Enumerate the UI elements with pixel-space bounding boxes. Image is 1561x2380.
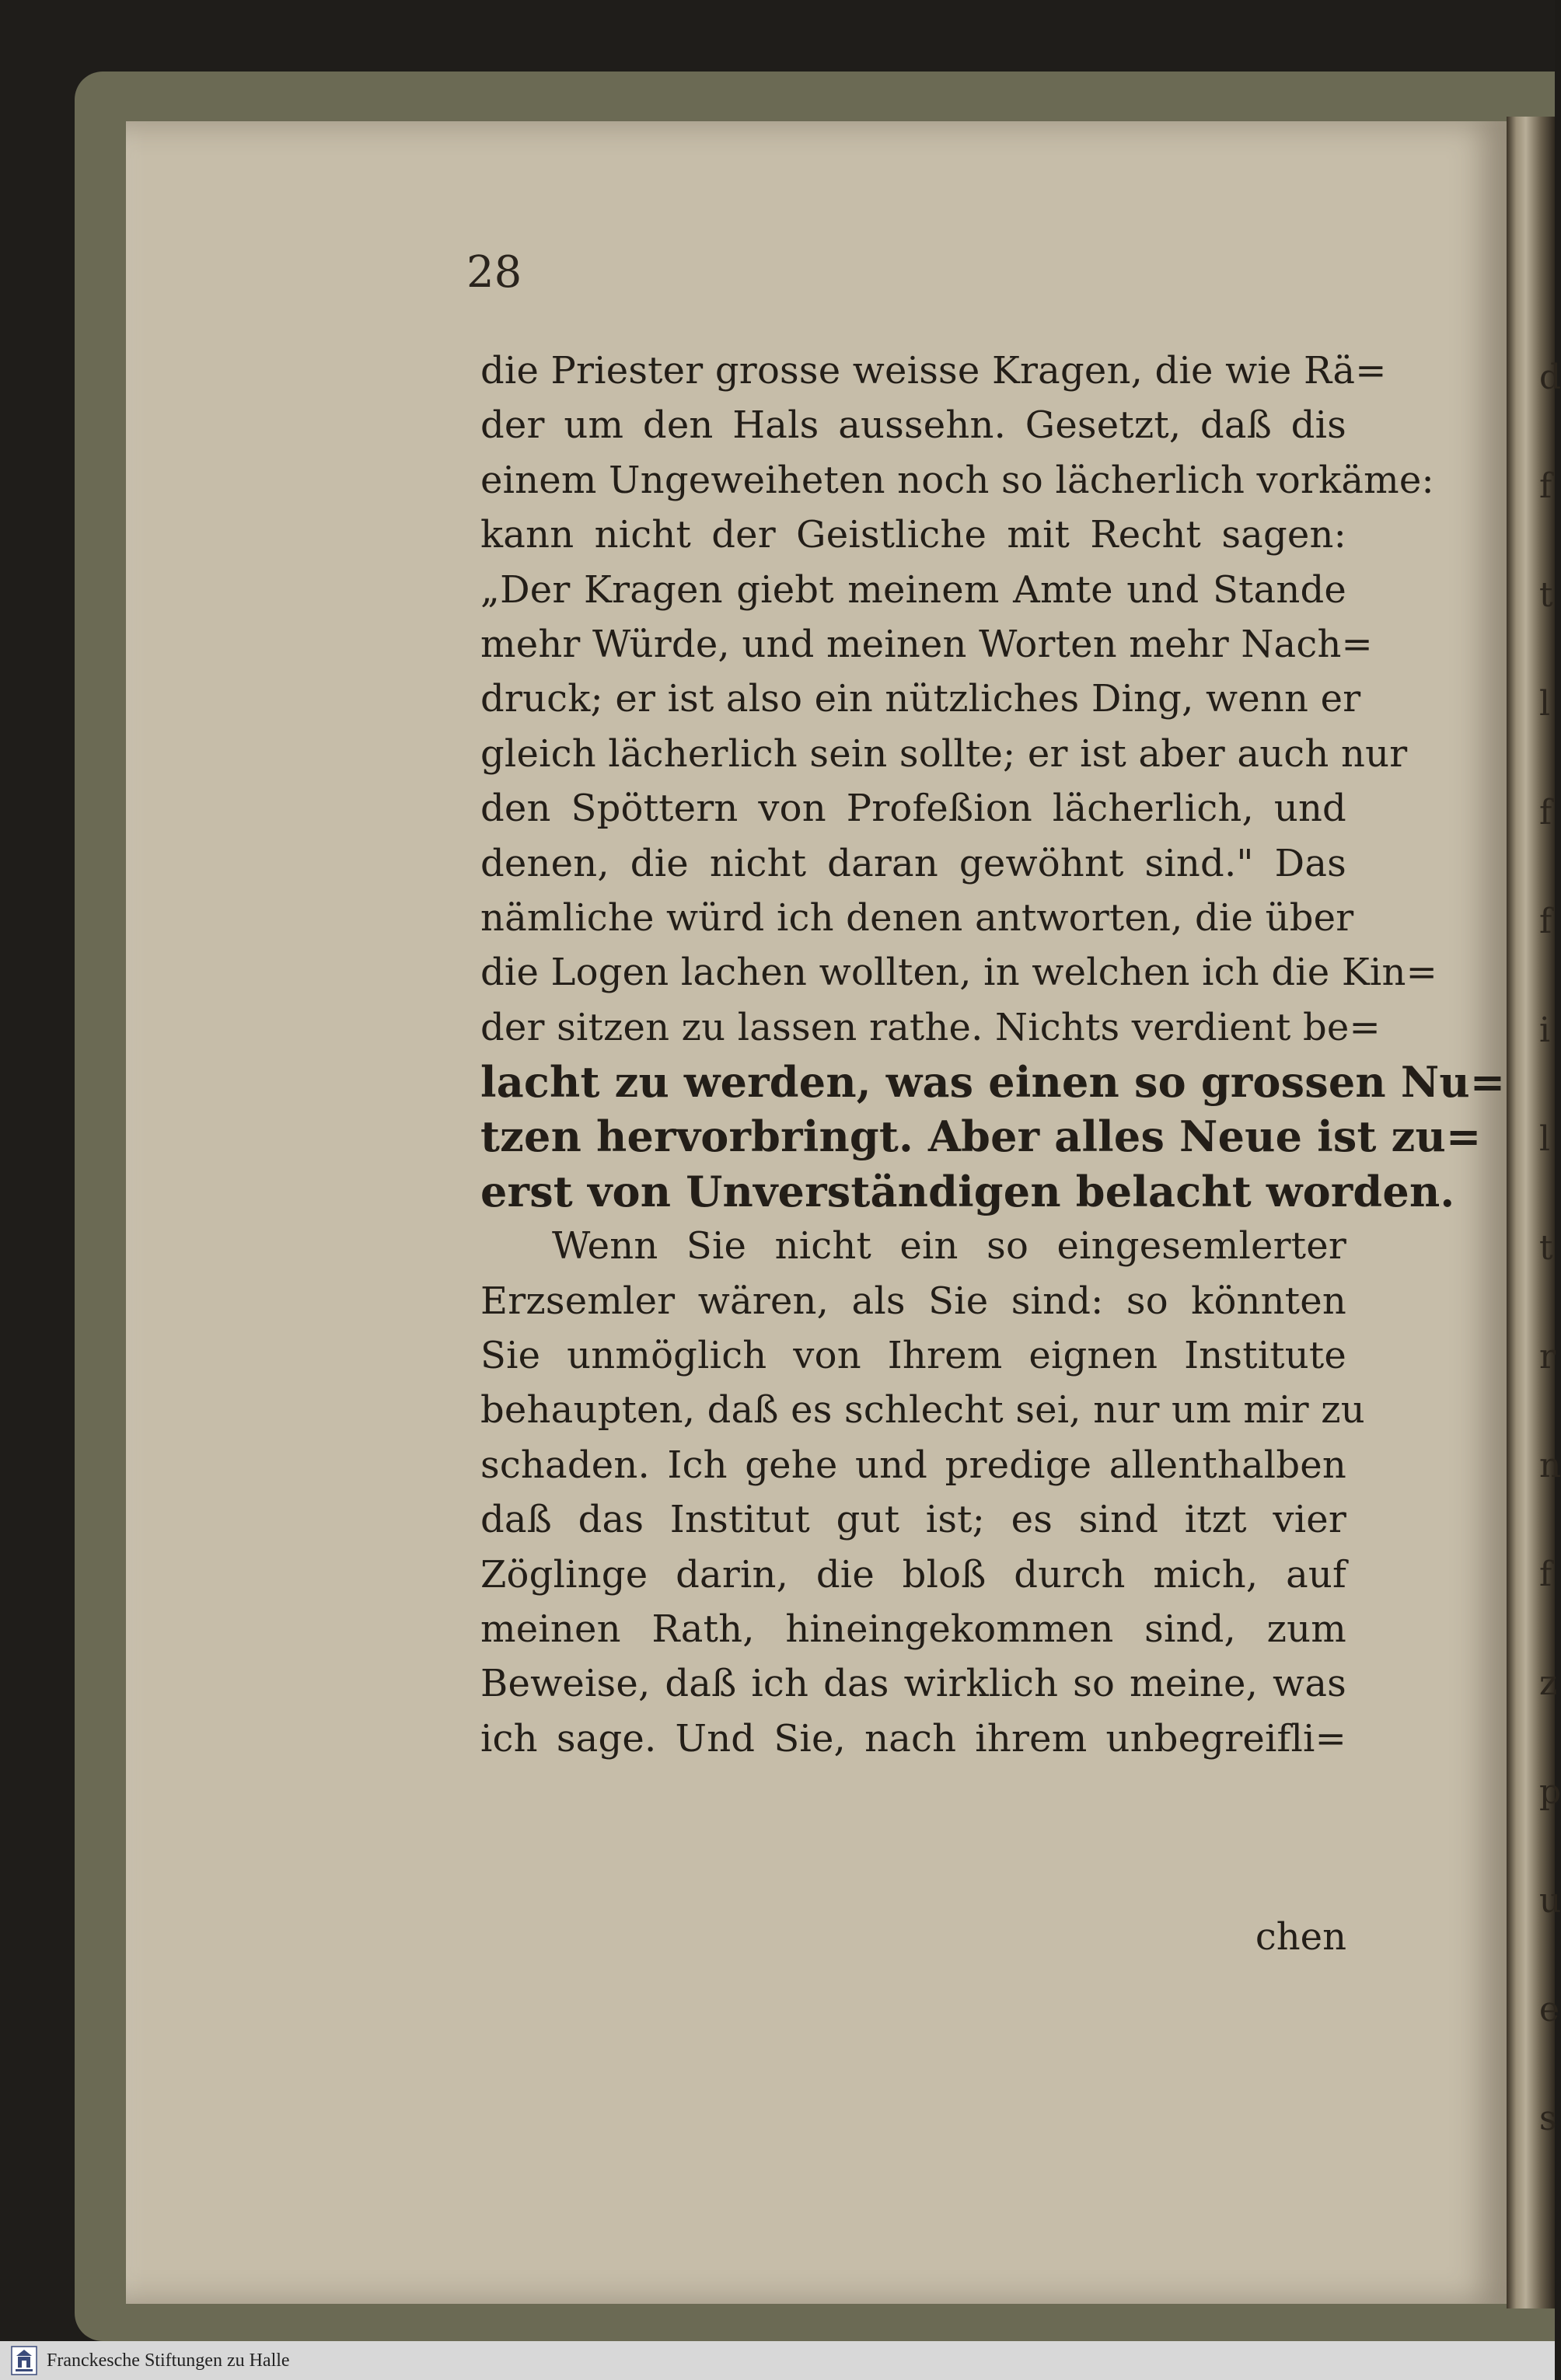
footer-institution: Franckesche Stiftungen zu Halle (47, 2350, 290, 2371)
text-line: die Priester grosse weisse Kragen, die wie Rä= (480, 349, 1387, 393)
franckesche-stiftungen-logo-icon (11, 2346, 37, 2375)
edge-glyph: e (1539, 1990, 1560, 2029)
edge-glyph: f (1539, 793, 1552, 832)
text-line-bold: erst von Unverständigen belacht worden. (480, 1166, 1455, 1216)
text-line: „Der Kragen giebt meinem Amte und Stande (480, 567, 1346, 612)
text-line: behaupten, daß es schlecht sei, nur um mir zu (480, 1388, 1365, 1433)
text-line: Beweise, daß ich das wirklich so meine, was (480, 1662, 1346, 1706)
text-line: schaden. Ich gehe und predige allenthalben (480, 1443, 1346, 1487)
edge-glyph: t (1539, 575, 1553, 615)
edge-glyph: u (1539, 1881, 1561, 1921)
catchword: chen (1255, 1915, 1346, 1959)
text-line: daß das Institut gut ist; es sind itzt vier (480, 1498, 1346, 1542)
text-line: meinen Rath, hineingekommen sind, zum (480, 1607, 1346, 1651)
next-page-edge (1507, 117, 1558, 2308)
text-line: gleich lächerlich sein sollte; er ist aber auch nur (480, 731, 1408, 776)
edge-glyph: f (1539, 1555, 1552, 1594)
text-line: mehr Würde, und meinen Worten mehr Nach= (480, 622, 1373, 666)
text-line: den Spöttern von Profeßion lächerlich, und (480, 787, 1346, 831)
page-number: 28 (466, 247, 522, 298)
edge-glyph: d (1539, 358, 1561, 397)
text-line: einem Ungeweiheten noch so lächerlich vorkäme: (480, 458, 1434, 502)
text-line-bold: tzen hervorbringt. Aber alles Neue ist zu= (480, 1111, 1482, 1162)
edge-glyph: i (1539, 1010, 1551, 1050)
text-line: druck; er ist also ein nützliches Ding, wenn er (480, 677, 1361, 721)
edge-glyph: r (1539, 1337, 1556, 1377)
text-line: die Logen lachen wollten, in welchen ich die Kin= (480, 951, 1438, 995)
text-line-bold: lacht zu werden, was einen so grossen Nu= (480, 1057, 1506, 1108)
text-line: kann nicht der Geistliche mit Recht sagen: (480, 513, 1346, 557)
edge-glyph: f (1539, 466, 1552, 506)
edge-glyph: l (1539, 684, 1551, 724)
text-line: Erzsemler wären, als Sie sind: so könnten (480, 1279, 1346, 1323)
edge-glyph: f (1539, 902, 1552, 941)
edge-glyph: l (1539, 1119, 1551, 1159)
text-line: Sie unmöglich von Ihrem eignen Institute (480, 1334, 1346, 1378)
edge-glyph: s (1539, 2099, 1557, 2138)
text-line: der sitzen zu lassen rathe. Nichts verdient be= (480, 1005, 1381, 1049)
text-line: der um den Hals aussehn. Gesetzt, daß dis (480, 403, 1346, 448)
text-line-indented: Wenn Sie nicht ein so eingesemlerter (552, 1224, 1346, 1269)
text-line: denen, die nicht daran gewöhnt sind." Das (480, 841, 1346, 885)
text-line: Zöglinge darin, die bloß durch mich, auf (480, 1552, 1346, 1597)
edge-glyph: n (1539, 1446, 1561, 1485)
edge-glyph: z (1539, 1663, 1558, 1703)
text-line: ich sage. Und Sie, nach ihrem unbegreifli= (480, 1716, 1346, 1761)
edge-glyph: t (1539, 1228, 1553, 1268)
text-line: nämliche würd ich denen antworten, die über (480, 895, 1354, 940)
edge-glyph: p (1539, 1772, 1561, 1812)
body-text (480, 344, 1506, 1766)
